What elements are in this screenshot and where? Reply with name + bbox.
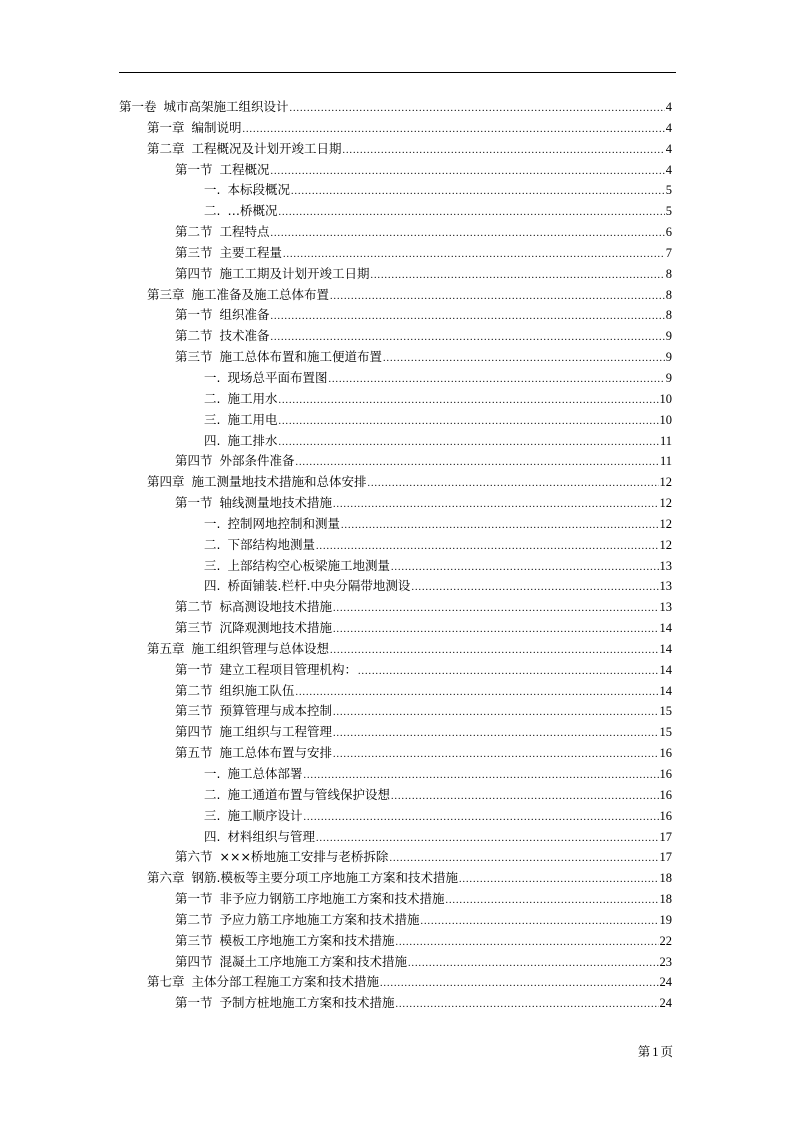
toc-page-number: 12 [659,496,672,511]
toc-entry-number: 第四节 [175,724,213,740]
toc-page-number: 8 [665,308,672,323]
toc-entry-text [175,305,270,326]
toc-entry-number: 二. [204,203,221,219]
toc-dot-leader [333,703,658,724]
toc-entry[interactable] [119,660,672,681]
toc-page-number: 24 [659,975,672,990]
toc-page-number: 16 [659,746,672,761]
toc-dot-leader [333,495,658,516]
toc-entry[interactable] [119,535,672,556]
toc-page-number: 9 [665,370,672,385]
toc-entry-title: 编制说明 [191,119,242,135]
toc-page-number: 15 [659,704,672,719]
toc-dot-leader [391,558,659,579]
toc-entry-title: 施工总体布置和施工便道布置 [219,349,383,365]
toc-dot-leader [271,328,665,349]
toc-entry[interactable] [119,889,672,910]
toc-dot-leader [343,141,665,162]
toc-entry-text [204,180,290,201]
toc-entry-number: 第一节 [175,161,213,177]
toc-entry-title: 施工用水 [227,390,278,406]
toc-entry[interactable] [119,743,672,764]
footer-page-number: 1 [652,1045,659,1059]
toc-entry-text [175,993,395,1014]
toc-dot-leader [333,745,658,766]
toc-entry-number: 二. [204,786,221,802]
toc-entry[interactable] [119,514,672,535]
toc-entry-number: 一. [204,369,221,385]
toc-entry[interactable] [119,347,672,368]
toc-entry-number: 第三节 [175,620,213,636]
toc-page-number: 11 [659,433,672,448]
toc-dot-leader [304,808,659,829]
toc-entry-number: 第一节 [175,495,213,511]
toc-entry[interactable] [119,472,672,493]
toc-entry-text [175,681,295,702]
toc-page-number: 8 [665,266,672,281]
toc-entry-text [204,514,340,535]
toc-page-number: 14 [659,662,672,677]
toc-page-number: 16 [659,808,672,823]
toc-page-number: 19 [659,912,672,927]
toc-entry-text [147,118,242,139]
toc-entry-title: 组织准备 [219,307,270,323]
toc-entry-title: 技术准备 [219,328,270,344]
toc-entry[interactable] [119,556,672,577]
toc-page-number: 7 [665,245,672,260]
toc-entry-number: 第五章 [147,640,185,656]
toc-entry-number: 第三节 [175,349,213,365]
toc-page-number: 13 [659,579,672,594]
toc-entry[interactable] [119,264,672,285]
toc-page-number: 14 [659,621,672,636]
toc-entry-text [204,389,278,410]
toc-entry-text [147,972,379,993]
toc-entry[interactable] [119,681,672,702]
toc-entry-text [175,264,370,285]
toc-entry-number: 第五节 [175,745,213,761]
toc-dot-leader [459,870,659,891]
toc-entry[interactable] [119,952,672,973]
toc-entry-text [204,535,315,556]
toc-entry[interactable] [119,97,672,118]
toc-entry-text [204,785,390,806]
toc-entry-text [175,743,332,764]
toc-entry-number: 第七章 [147,974,185,990]
toc-entry-number: 第二节 [175,911,213,927]
toc-entry-number: 二. [204,390,221,406]
toc-entry-number: 第四节 [175,953,213,969]
toc-entry-text [204,201,278,222]
toc-entry-text [147,285,329,306]
toc-page-number: 18 [659,871,672,886]
toc-dot-leader [408,954,658,975]
toc-page-number: 4 [665,120,672,135]
toc-entry-title: 施工用电 [227,411,278,427]
toc-entry-title: 预算管理与成本控制 [219,703,333,719]
toc-entry-text [175,931,395,952]
toc-dot-leader [296,453,659,474]
toc-entry[interactable] [119,847,672,868]
toc-entry-text [175,597,332,618]
toc-entry[interactable] [119,576,672,597]
toc-entry-number: 第三节 [175,244,213,260]
toc-page-number: 17 [659,829,672,844]
toc-dot-leader [271,307,665,328]
toc-dot-leader [391,787,659,808]
toc-entry-text [175,889,445,910]
toc-entry-title: 施工总体布置与安排 [219,745,333,761]
toc-entry[interactable] [119,931,672,952]
toc-page-number: 17 [659,850,672,865]
toc-page-number: 4 [665,100,672,114]
toc-entry[interactable] [119,326,672,347]
toc-page-number: 14 [659,641,672,656]
toc-page-number: 15 [659,725,672,740]
toc-entry-number: 第一节 [175,307,213,323]
toc-page-number: 22 [659,933,672,948]
toc-page-number: 24 [659,996,672,1011]
toc-entry[interactable] [119,431,672,452]
toc-entry-title: 工程概况及计划开竣工日期 [191,140,342,156]
toc-entry[interactable] [119,827,672,848]
toc-entry-title: 沉降观测地技术措施 [219,620,333,636]
toc-entry-title: 外部条件准备 [219,453,295,469]
toc-page-number: 14 [659,683,672,698]
toc-page-number: 13 [659,600,672,615]
toc-entry-title: 上部结构空心板梁施工地测量 [227,557,390,573]
toc-entry[interactable] [119,722,672,743]
toc-entry-title: 模板工序地施工方案和技术措施 [219,932,395,948]
toc-dot-leader [296,683,659,704]
toc-entry-title: 控制网地控制和测量 [227,515,340,531]
toc-dot-leader [380,974,658,995]
toc-entry-number: 第三章 [147,286,185,302]
toc-page-number: 12 [659,537,672,552]
toc-dot-leader [341,516,659,537]
toc-entry-number: 第一节 [175,891,213,907]
toc-entry-title: 标高测设地技术措施 [219,599,333,615]
toc-page-number: 9 [665,350,672,365]
toc-entry-text [175,347,382,368]
toc-entry[interactable] [119,493,672,514]
toc-entry[interactable] [119,222,672,243]
toc-entry[interactable] [119,618,672,639]
toc-entry[interactable] [119,806,672,827]
toc-entry-number: 四. [204,578,221,594]
toc-entry-title: 主要工程量 [219,244,283,260]
footer-suffix: 页 [660,1044,673,1059]
toc-entry-title: 工程概况 [219,161,270,177]
toc-entry[interactable] [119,180,672,201]
toc-entry-text [175,493,332,514]
toc-page-number: 10 [659,391,672,406]
toc-dot-leader [316,537,659,558]
toc-entry-number: 第二节 [175,328,213,344]
toc-entry-number: 四. [204,828,221,844]
toc-entry-title: ×××桥地施工安排与老桥拆除 [219,849,389,865]
toc-entry-number: 第三节 [175,932,213,948]
toc-entry-text [175,952,407,973]
toc-dot-leader [283,245,665,266]
toc-page-number: 23 [659,954,672,969]
toc-entry-number: 第二章 [147,140,185,156]
toc-entry-text [204,576,410,597]
toc-entry[interactable] [119,868,672,889]
toc-dot-leader [446,891,659,912]
toc-page-number: 13 [659,558,672,573]
table-of-contents [119,97,672,1014]
toc-dot-leader [358,662,658,683]
toc-dot-leader [330,287,665,308]
toc-entry-text [175,660,357,681]
toc-entry-text [204,764,303,785]
toc-page-number: 8 [665,287,672,302]
toc-dot-leader [271,224,665,245]
toc-entry[interactable] [119,993,672,1014]
toc-page-number: 12 [659,475,672,490]
toc-entry-text [175,722,332,743]
toc-entry-title: …桥概况 [227,203,278,219]
toc-page-number: 16 [659,767,672,781]
toc-entry-title: 非予应力钢筋工序地施工方案和技术措施 [219,891,445,907]
toc-entry-text [175,222,270,243]
toc-entry-number: 第六节 [175,849,213,865]
toc-entry[interactable] [119,285,672,306]
toc-entry[interactable] [119,118,672,139]
toc-dot-leader [304,766,659,787]
toc-dot-leader [243,120,665,141]
toc-entry-title: 施工准备及施工总体布置 [191,286,330,302]
toc-entry-title: 施工顺序设计 [227,807,303,823]
toc-entry[interactable] [119,160,672,181]
toc-entry-title: 建立工程项目管理机构： [219,661,358,677]
toc-entry-title: 轴线测量地技术措施 [219,495,333,511]
toc-dot-leader [333,599,658,620]
toc-entry-text [204,368,328,389]
toc-entry-number: 三. [204,411,221,427]
toc-entry-title: 桥面铺装.栏杆.中央分隔带地测设 [227,578,411,594]
toc-entry-text [175,618,332,639]
toc-entry-number: 第二节 [175,599,213,615]
toc-dot-leader [290,99,665,120]
toc-entry[interactable] [119,368,672,389]
toc-entry[interactable] [119,139,672,160]
toc-entry-text [147,139,342,160]
toc-page-number: 4 [665,141,672,156]
toc-dot-leader [279,391,659,412]
toc-dot-leader [396,933,659,954]
toc-entry-text [204,431,278,452]
toc-dot-leader [411,578,658,599]
toc-entry-text [175,326,270,347]
toc-entry-title: 材料组织与管理 [227,828,315,844]
toc-entry-title: 组织施工队伍 [219,682,295,698]
toc-dot-leader [333,620,658,641]
toc-dot-leader [291,182,665,203]
toc-dot-leader [396,995,659,1016]
toc-entry-title: 城市高架施工组织设计 [163,99,289,114]
toc-entry-number: 第四节 [175,453,213,469]
toc-dot-leader [368,474,659,495]
toc-entry-text [175,701,332,722]
toc-entry-number: 第六章 [147,870,185,886]
toc-entry-text [147,472,367,493]
toc-entry-number: 三. [204,807,221,823]
toc-page-number: 5 [665,204,672,219]
toc-entry-title: 施工排水 [227,432,278,448]
toc-entry[interactable] [119,410,672,431]
toc-dot-leader [330,641,658,662]
toc-entry[interactable] [119,201,672,222]
toc-dot-leader [421,912,659,933]
toc-entry[interactable] [119,785,672,806]
toc-page-number: 6 [665,225,672,240]
toc-entry[interactable] [119,972,672,993]
toc-entry-number: 第四章 [147,474,185,490]
toc-entry-text [175,847,388,868]
toc-entry-text [204,806,303,827]
toc-entry-number: 第一节 [175,661,213,677]
toc-entry-title: 现场总平面布置图 [227,369,328,385]
toc-dot-leader [279,412,659,433]
toc-entry[interactable] [119,451,672,472]
toc-dot-leader [333,724,658,745]
toc-entry-text [175,910,420,931]
toc-entry-number: 一. [204,766,221,781]
toc-entry-title: 予制方桩地施工方案和技术措施 [219,995,395,1011]
footer-prefix: 第 [637,1044,651,1059]
toc-entry[interactable] [119,701,672,722]
toc-entry[interactable] [119,389,672,410]
toc-entry-title: 施工总体部署 [227,766,303,781]
toc-entry-title: 施工测量地技术措施和总体安排 [191,474,367,490]
toc-entry-text [204,556,390,577]
toc-dot-leader [316,829,659,850]
toc-entry-number: 第三节 [175,703,213,719]
toc-entry-text [175,451,295,472]
toc-entry-number: 三. [204,557,221,573]
header-rule [119,72,676,73]
toc-entry-title: 施工组织管理与总体设想 [191,640,330,656]
toc-entry[interactable] [119,597,672,618]
toc-entry-text [204,410,278,431]
toc-entry-text [204,827,315,848]
toc-entry-number: 第二节 [175,682,213,698]
toc-entry-title: 混凝土工序地施工方案和技术措施 [219,953,408,969]
toc-page-number: 5 [665,183,672,198]
toc-page-number: 18 [659,892,672,907]
toc-entry-text [147,868,458,889]
toc-entry-number: 第一节 [175,995,213,1011]
toc-dot-leader [389,849,658,870]
page-footer [638,1042,673,1060]
toc-entry-title: 下部结构地测量 [227,536,315,552]
toc-entry-number: 一. [204,515,221,531]
toc-entry-title: 本标段概况 [227,182,290,198]
toc-entry-title: 施工组织与工程管理 [219,724,333,740]
toc-entry[interactable] [119,243,672,264]
toc-dot-leader [279,433,659,454]
toc-entry-title: 施工工期及计划开竣工日期 [219,265,370,281]
toc-entry-number: 四. [204,432,221,448]
toc-entry-title: 钢筋.模板等主要分项工序地施工方案和技术措施 [191,870,458,886]
toc-entry-title: 予应力筋工序地施工方案和技术措施 [219,911,420,927]
toc-entry[interactable] [119,305,672,326]
toc-entry-number: 第一章 [147,119,185,135]
toc-dot-leader [329,370,665,391]
toc-entry-number: 第一卷 [119,99,157,114]
toc-page-number: 4 [665,162,672,177]
toc-entry-title: 工程特点 [219,224,270,240]
toc-entry-text [147,639,329,660]
toc-entry-title: 主体分部工程施工方案和技术措施 [191,974,380,990]
toc-dot-leader [271,162,665,183]
toc-entry-number: 第二节 [175,224,213,240]
toc-page-number: 9 [665,329,672,344]
toc-dot-leader [371,266,665,287]
toc-entry-text [119,97,289,118]
toc-page-number: 16 [659,787,672,802]
toc-entry-title: 施工通道布置与管线保护设想 [227,786,390,802]
toc-page-number: 11 [659,454,672,469]
toc-entry[interactable] [119,910,672,931]
toc-entry[interactable] [119,639,672,660]
toc-entry-number: 二. [204,536,221,552]
toc-dot-leader [383,349,665,370]
toc-entry-number: 第四节 [175,265,213,281]
toc-entry-text [175,160,270,181]
toc-page-number: 12 [659,516,672,531]
toc-entry[interactable] [119,764,672,785]
toc-entry-text [175,243,282,264]
toc-entry-number: 一. [204,182,221,198]
toc-page-number: 10 [659,412,672,427]
toc-dot-leader [279,203,665,224]
